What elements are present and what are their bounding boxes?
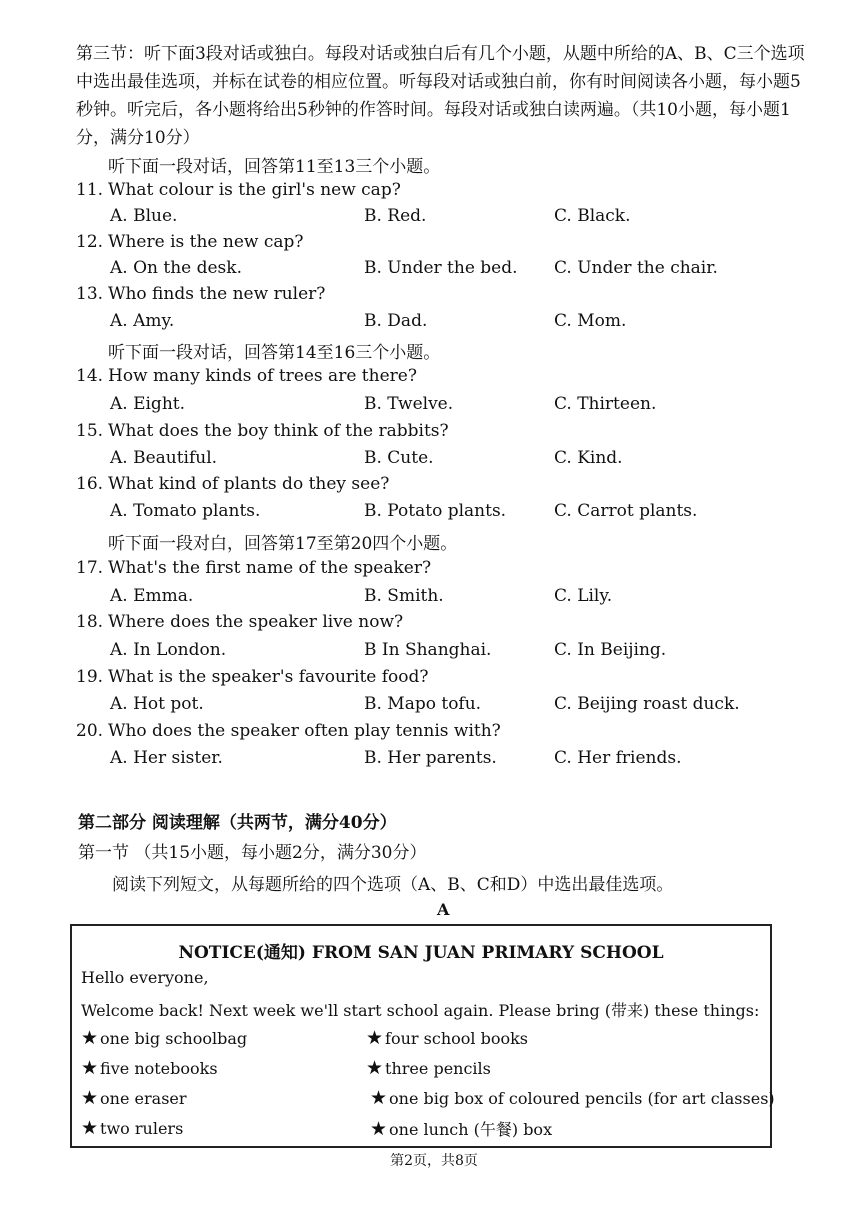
option-b: B. Smith. bbox=[364, 586, 444, 606]
subheading-11-13: 听下面一段对话，回答第11至13三个小题。 bbox=[108, 157, 441, 177]
question-text: Where is the new cap? bbox=[108, 232, 304, 252]
section3-intro bbox=[76, 40, 816, 152]
notice-item-text: one big box of coloured pencils (for art classes) bbox=[389, 1089, 775, 1108]
question-text: Who finds the new ruler? bbox=[108, 284, 326, 304]
option-a: A. In London. bbox=[110, 640, 227, 660]
option-a: A. Amy. bbox=[110, 311, 175, 331]
question-text: What's the first name of the speaker? bbox=[108, 558, 432, 578]
notice-title: NOTICE(通知) FROM SAN JUAN PRIMARY SCHOOL bbox=[178, 943, 664, 963]
option-a: A. Hot pot. bbox=[110, 694, 204, 714]
question-number: 18. bbox=[76, 612, 104, 632]
option-c: C. Mom. bbox=[554, 311, 627, 331]
question-18 bbox=[76, 612, 403, 632]
question-text: What is the speaker's favourite food? bbox=[108, 667, 429, 687]
star-icon: ★ bbox=[366, 1027, 384, 1049]
notice-item-text: one lunch (午餐) box bbox=[389, 1120, 553, 1139]
notice-box bbox=[70, 924, 775, 1148]
notice-intro-line: Welcome back! Next week we'll start school again. Please bring (带来) these things: bbox=[81, 1001, 760, 1020]
question-number: 16. bbox=[76, 474, 104, 494]
part2-heading: 第二部分 阅读理解（共两节，满分40分） bbox=[78, 813, 397, 833]
question-17 bbox=[76, 558, 431, 578]
notice-item-text: two rulers bbox=[100, 1119, 184, 1138]
question-15 bbox=[76, 421, 449, 441]
option-c: C. Black. bbox=[554, 206, 631, 226]
notice-greeting: Hello everyone, bbox=[81, 968, 209, 987]
option-c: C. In Beijing. bbox=[554, 640, 667, 660]
option-b: B. Red. bbox=[364, 206, 427, 226]
option-c: C. Carrot plants. bbox=[554, 501, 698, 521]
option-c: C. Kind. bbox=[554, 448, 623, 468]
option-b: B. Her parents. bbox=[364, 748, 497, 768]
option-b: B. Cute. bbox=[364, 448, 434, 468]
star-icon: ★ bbox=[81, 1027, 99, 1049]
question-12 bbox=[76, 232, 304, 252]
option-b: B In Shanghai. bbox=[364, 640, 492, 660]
notice-item bbox=[81, 1057, 218, 1079]
question-number: 12. bbox=[76, 232, 104, 252]
option-a: A. Blue. bbox=[110, 206, 178, 226]
question-text: What colour is the girl's new cap? bbox=[108, 180, 401, 200]
question-11 bbox=[76, 180, 401, 200]
notice-item bbox=[81, 1117, 183, 1139]
option-a: A. Eight. bbox=[110, 394, 185, 414]
option-b: B. Under the bed. bbox=[364, 258, 518, 278]
subheading-17-20: 听下面一段对白，回答第17至第20四个小题。 bbox=[108, 534, 458, 554]
option-a: A. Tomato plants. bbox=[110, 501, 261, 521]
notice-item bbox=[366, 1057, 491, 1079]
option-c: C. Under the chair. bbox=[554, 258, 718, 278]
subheading-14-16: 听下面一段对话，回答第14至16三个小题。 bbox=[108, 343, 441, 363]
question-20 bbox=[76, 721, 501, 741]
section3-intro-text: 第三节：听下面3段对话或独白。每段对话或独白后有几个小题，从题中所给的A、B、C三个选项中选出最佳选项，并标在试卷的相应位置。听每段对话或独白前，你有时间阅读各小题，每小题5秒钟。听完后，各小题将给出5秒钟的作答时间。每段对话或独白读两遍。（共10小题，每小题1分，满分10分） bbox=[76, 44, 805, 148]
question-text: Where does the speaker live now? bbox=[108, 612, 404, 632]
option-b: B. Dad. bbox=[364, 311, 428, 331]
question-number: 14. bbox=[76, 366, 104, 386]
question-number: 15. bbox=[76, 421, 104, 441]
notice-item-text: one eraser bbox=[100, 1089, 187, 1108]
question-16 bbox=[76, 474, 389, 494]
notice-item bbox=[370, 1087, 775, 1109]
question-19 bbox=[76, 667, 429, 687]
notice-item-text: three pencils bbox=[385, 1059, 491, 1078]
question-text: How many kinds of trees are there? bbox=[108, 366, 417, 386]
question-text: Who does the speaker often play tennis with? bbox=[108, 721, 501, 741]
star-icon: ★ bbox=[81, 1117, 99, 1139]
option-c: C. Lily. bbox=[554, 586, 613, 606]
option-b: B. Potato plants. bbox=[364, 501, 507, 521]
page-footer: 第2页，共8页 bbox=[390, 1153, 478, 1169]
option-b: B. Twelve. bbox=[364, 394, 454, 414]
part2-instruction: 阅读下列短文，从每题所给的四个选项（A、B、C和D）中选出最佳选项。 bbox=[112, 875, 674, 895]
option-a: A. Emma. bbox=[110, 586, 194, 606]
star-icon: ★ bbox=[366, 1057, 384, 1079]
question-number: 13. bbox=[76, 284, 104, 304]
question-text: What kind of plants do they see? bbox=[108, 474, 390, 494]
option-a: A. On the desk. bbox=[110, 258, 242, 278]
question-13 bbox=[76, 284, 325, 304]
question-number: 17. bbox=[76, 558, 104, 578]
notice-item-text: five notebooks bbox=[100, 1059, 218, 1078]
notice-item bbox=[366, 1027, 528, 1049]
option-a: A. Beautiful. bbox=[110, 448, 218, 468]
star-icon: ★ bbox=[370, 1087, 388, 1109]
option-c: C. Thirteen. bbox=[554, 394, 657, 414]
question-14 bbox=[76, 366, 417, 386]
question-number: 19. bbox=[76, 667, 104, 687]
notice-item bbox=[81, 1087, 187, 1109]
notice-item bbox=[370, 1117, 552, 1140]
star-icon: ★ bbox=[81, 1057, 99, 1079]
star-icon: ★ bbox=[81, 1087, 99, 1109]
notice-item bbox=[81, 1027, 247, 1049]
option-b: B. Mapo tofu. bbox=[364, 694, 482, 714]
option-c: C. Beijing roast duck. bbox=[554, 694, 740, 714]
notice-item-text: one big schoolbag bbox=[100, 1029, 248, 1048]
question-number: 20. bbox=[76, 721, 104, 741]
option-a: A. Her sister. bbox=[110, 748, 223, 768]
part2-section1: 第一节 （共15小题，每小题2分，满分30分） bbox=[78, 843, 427, 863]
notice-item-text: four school books bbox=[385, 1029, 528, 1048]
star-icon: ★ bbox=[370, 1118, 388, 1140]
passage-label: A bbox=[437, 900, 450, 919]
question-text: What does the boy think of the rabbits? bbox=[108, 421, 449, 441]
option-c: C. Her friends. bbox=[554, 748, 682, 768]
question-number: 11. bbox=[76, 180, 104, 200]
